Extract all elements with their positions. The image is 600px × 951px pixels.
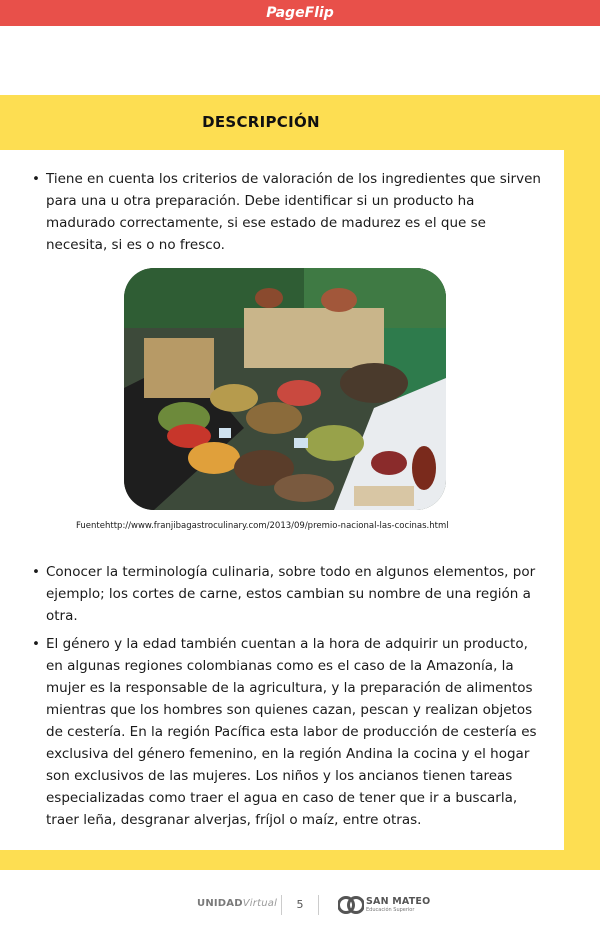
app-header-bar [0,0,600,26]
brand-name: SAN MATEO [366,896,431,907]
bullet-text: Conocer la terminología culinaria, sobre todo en algunos elementos, por ejemplo; los cortes de carne, estos cambian su nombre de una región a otra. [46,564,536,624]
yellow-bottom-strip [0,850,600,870]
market-photo-illustration [124,268,446,510]
bullet-marker: • [32,636,40,652]
logo-virtual-text: Virtual [242,898,278,909]
app-title: PageFlip [266,5,334,21]
unidad-virtual-logo [197,898,277,909]
footer-divider [318,895,319,915]
bullet-text: El género y la edad también cuentan a la hora de adquirir un producto, en algunas regiones colombianas como es el caso de la Amazonía, la mujer es la responsable de la agricultura, y la preparación de alimentos mientras que los hombres son quienes cazan, pescan y realizan objetos de cestería. En la región Pacífica esta labor de producción de cestería es exclusiva del género femenino, en la región Andina la cocina y el hogar son exclusivos de las mujeres. Los niños y los ancianos tienen tareas especializadas como traer el agua en caso de tener que ir a buscarla, traer leña, desgranar alverjas, fríjol o maíz, entre otras. [46,636,537,828]
logo-unidad-text: UNIDAD [197,898,243,909]
market-photo [124,268,446,510]
bullet-item [32,168,542,256]
bullet-marker: • [32,564,40,580]
page-number: 5 [296,898,304,911]
section-title: DESCRIPCIÓN [202,113,320,131]
san-mateo-logo-icon [338,894,364,916]
figure-caption: Fuentehttp://www.franjibagastroculinary.com/2013/09/premio-nacional-las-cocinas.html [76,521,449,531]
bullet-marker: • [32,171,40,187]
brand-subtitle: Educación Superior [366,907,415,913]
bullet-item [32,633,542,831]
bullet-text: Tiene en cuenta los criterios de valoración de los ingredientes que sirven para una u otra preparación. Debe identificar si un producto ha madurado correctamente, si ese estado de madurez es el que se necesita, si es o no fresco. [46,171,541,253]
bullet-item [32,561,542,627]
